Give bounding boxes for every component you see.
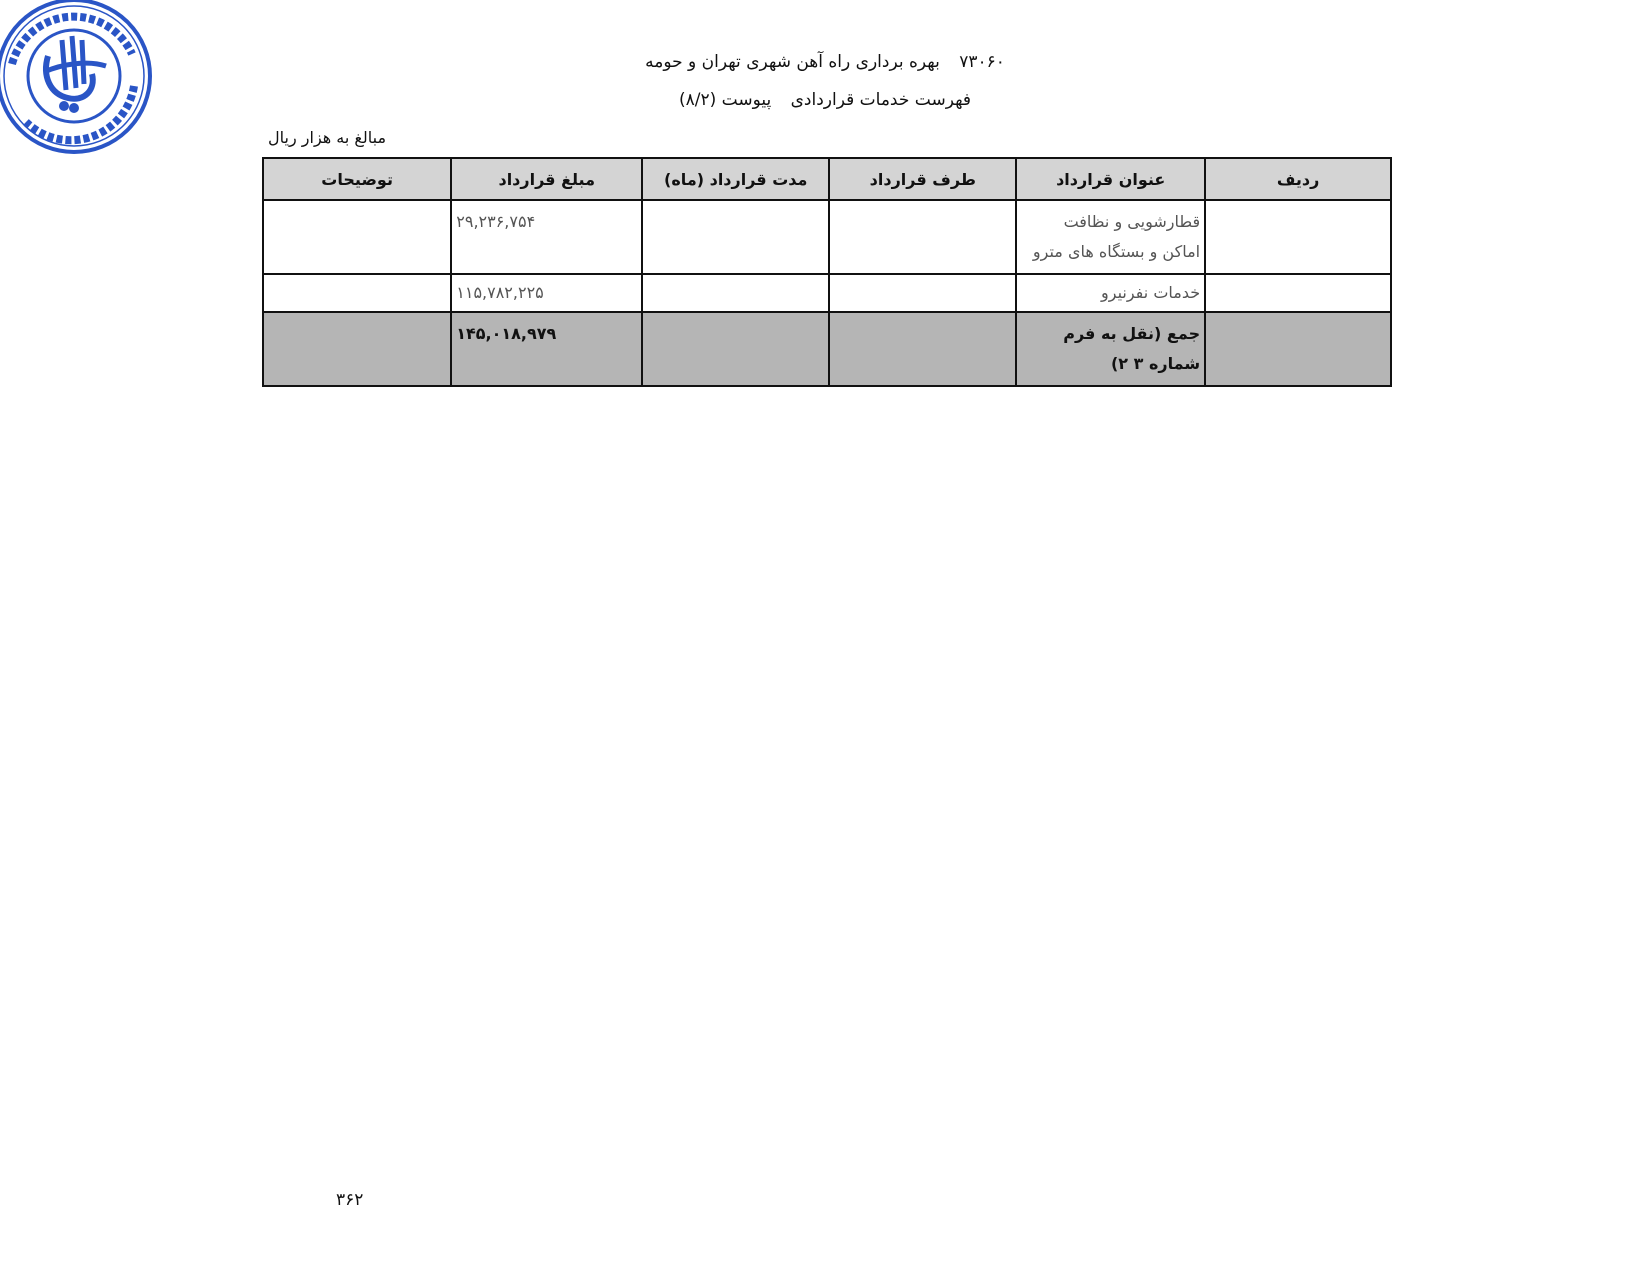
document-subtitle bbox=[0, 90, 1650, 110]
table-row bbox=[263, 274, 1391, 312]
column-header-party: طرف قرارداد bbox=[829, 158, 1016, 200]
row-number-cell bbox=[1205, 200, 1391, 274]
notes-cell bbox=[263, 200, 451, 274]
total-duration-cell bbox=[642, 312, 829, 386]
official-stamp bbox=[0, 0, 156, 158]
contract-duration-cell bbox=[642, 200, 829, 274]
column-header-row-no: ردیف bbox=[1205, 158, 1391, 200]
total-party-cell bbox=[829, 312, 1016, 386]
column-header-title: عنوان قرارداد bbox=[1016, 158, 1205, 200]
contract-party-cell bbox=[829, 200, 1016, 274]
document-code: ۷۳۰۶۰ bbox=[959, 52, 1005, 72]
column-header-notes: توضیحات bbox=[263, 158, 451, 200]
contract-party-cell bbox=[829, 274, 1016, 312]
contract-amount-cell: ۲۹,۲۳۶,۷۵۴ bbox=[451, 200, 642, 274]
subtitle-text: فهرست خدمات قراردادی bbox=[790, 90, 972, 110]
contract-services-table bbox=[262, 157, 1392, 387]
total-row-number-cell bbox=[1205, 312, 1391, 386]
total-row bbox=[263, 312, 1391, 386]
contract-duration-cell bbox=[642, 274, 829, 312]
annex-label: پیوست (۸/۲) bbox=[678, 90, 772, 110]
notes-cell bbox=[263, 274, 451, 312]
table-header-row bbox=[263, 158, 1391, 200]
contract-amount-cell: ۱۱۵,۷۸۲,۲۲۵ bbox=[451, 274, 642, 312]
title-text: بهره برداری راه آهن شهری تهران و حومه bbox=[645, 52, 940, 72]
table-row bbox=[263, 200, 1391, 274]
contract-title-cell: خدمات نفرنیرو bbox=[1016, 274, 1205, 312]
column-header-amount: مبلغ قرارداد bbox=[451, 158, 642, 200]
total-label-cell: جمع (نقل به فرم شماره ۳ ۲) bbox=[1016, 312, 1205, 386]
column-header-duration: مدت قرارداد (ماه) bbox=[642, 158, 829, 200]
total-notes-cell bbox=[263, 312, 451, 386]
document-title bbox=[0, 52, 1650, 72]
page-number: ۳۶۲ bbox=[336, 1190, 364, 1210]
total-amount-cell: ۱۴۵,۰۱۸,۹۷۹ bbox=[451, 312, 642, 386]
row-number-cell bbox=[1205, 274, 1391, 312]
unit-note: مبالغ به هزار ریال bbox=[268, 128, 387, 147]
contract-title-cell: قطارشویی و نظافت اماکن و بستگاه های مترو bbox=[1016, 200, 1205, 274]
